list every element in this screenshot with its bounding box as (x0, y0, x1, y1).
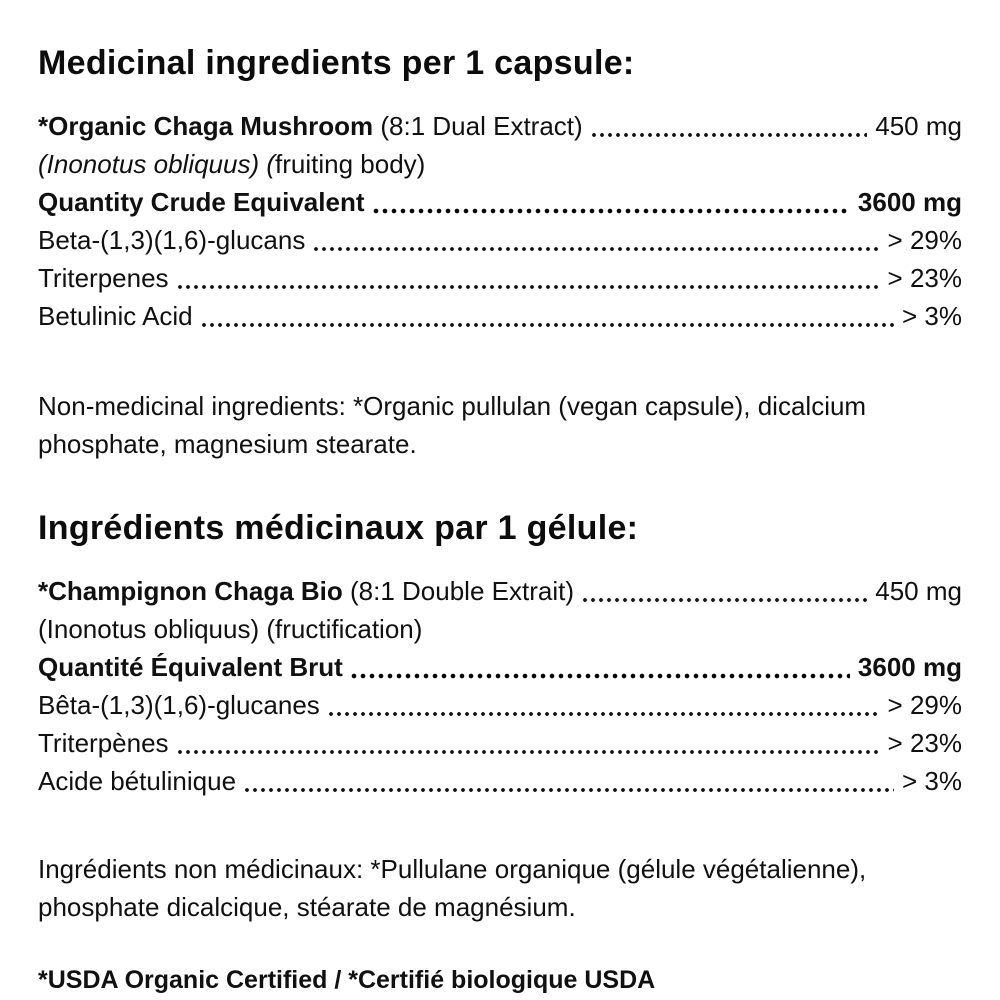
dot-leader (201, 318, 894, 328)
ingredient-row-chaga-en (38, 107, 962, 145)
ingredient-value: > 29% (887, 690, 962, 720)
ingredient-value: > 23% (887, 728, 962, 758)
ingredient-row-glucans-en (38, 221, 962, 259)
ingredient-name: Quantité Équivalent Brut (38, 652, 343, 682)
ingredient-row-chaga-fr (38, 572, 962, 610)
ingredient-name-detail: (8:1 Dual Extract) (373, 111, 583, 141)
dot-leader (373, 204, 850, 214)
french-ingredients-table (38, 572, 962, 800)
dot-leader (177, 280, 880, 290)
ingredient-name: Triterpènes (38, 728, 169, 758)
latin-name-italic: (Inonotus obliquus) ( (38, 149, 276, 179)
dot-leader (582, 593, 867, 603)
ingredient-value: > 23% (887, 263, 962, 293)
latin-name-line-fr: (Inonotus obliquus) (fructification) (38, 614, 423, 644)
ingredient-value: 450 mg (875, 576, 962, 606)
french-section-heading: Ingrédients médicinaux par 1 gélule: (38, 509, 639, 547)
latin-name-regular: fruiting body) (275, 149, 426, 179)
ingredient-row-triterpenes-en (38, 259, 962, 297)
ingredient-row-betulinic-fr (38, 762, 962, 800)
dot-leader (244, 783, 894, 793)
ingredient-row-betulinic-en (38, 297, 962, 335)
ingredient-value: > 3% (902, 766, 962, 796)
ingredient-name: Triterpenes (38, 263, 169, 293)
ingredient-name-bold: *Champignon Chaga Bio (38, 576, 343, 606)
ingredient-name (38, 107, 583, 145)
ingredient-value: 3600 mg (857, 652, 962, 682)
ingredient-name: Bêta-(1,3)(1,6)-glucanes (38, 690, 320, 720)
english-section-heading: Medicinal ingredients per 1 capsule: (38, 44, 635, 82)
ingredient-name-detail: (8:1 Double Extrait) (342, 576, 574, 606)
ingredient-value: > 3% (902, 301, 962, 331)
non-medicinal-paragraph-en: Non-medicinal ingredients: *Organic pullulan (vegan capsule), dicalcium phosphate, magnesium stearate. (38, 391, 867, 459)
latin-name-line-en (38, 145, 962, 183)
label-content (38, 44, 962, 995)
dot-leader (328, 707, 880, 717)
ingredient-name (38, 572, 574, 610)
ingredient-value: > 29% (887, 225, 962, 255)
dot-leader (351, 669, 850, 679)
non-medicinal-paragraph-fr: Ingrédients non médicinaux: *Pullulane organique (gélule végétalienne), phosphate dicalcique, stéarate de magnésium. (38, 854, 867, 922)
ingredient-value: 3600 mg (857, 187, 962, 217)
usda-certification-note: *USDA Organic Certified / *Certifié biologique USDA (38, 966, 656, 994)
ingredient-name: Beta-(1,3)(1,6)-glucans (38, 225, 306, 255)
ingredient-name-bold: *Organic Chaga Mushroom (38, 111, 374, 141)
dot-leader (591, 128, 868, 138)
english-ingredients-table (38, 107, 962, 335)
ingredient-row-glucans-fr (38, 686, 962, 724)
dot-leader (177, 745, 880, 755)
dot-leader (313, 242, 879, 252)
ingredient-name: Acide bétulinique (38, 766, 237, 796)
ingredient-name: Betulinic Acid (38, 301, 193, 331)
ingredient-row-crude-en (38, 183, 962, 221)
ingredient-value: 450 mg (875, 111, 962, 141)
ingredient-row-crude-fr (38, 648, 962, 686)
ingredient-name: Quantity Crude Equivalent (38, 187, 365, 217)
ingredient-row-triterpenes-fr (38, 724, 962, 762)
